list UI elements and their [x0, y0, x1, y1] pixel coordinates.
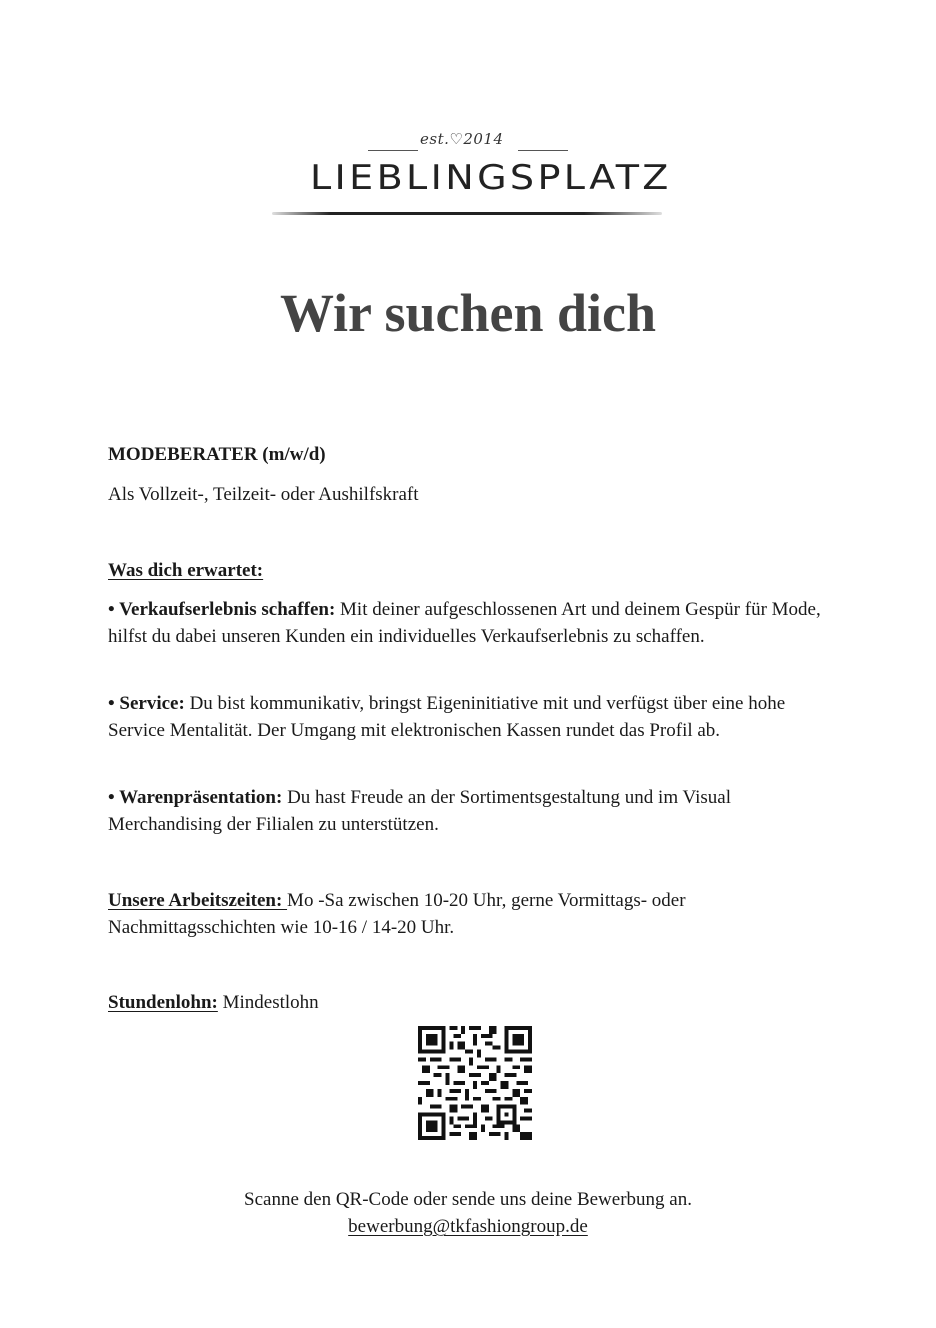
expectations-heading [108, 557, 838, 584]
footer [0, 1186, 936, 1240]
expectation-label: Service: [119, 693, 185, 714]
position-title-text: MODEBERATER (m/w/d) [108, 444, 326, 465]
expectation-text: Du bist kommunikativ, bringst Eigeninitiative mit und verfügst über eine hohe Service Mentalität. Der Umgang mit elektronischen Kassen rundet das Profil ab. [108, 693, 786, 741]
position-subtitle: Als Vollzeit-, Teilzeit- oder Aushilfskraft [108, 484, 419, 505]
bullet: • [108, 599, 120, 620]
hourly-wage [108, 989, 838, 1016]
expectations-heading-text: Was dich erwartet: [108, 560, 264, 581]
logo-underline [272, 212, 662, 215]
expectation-item [108, 784, 838, 838]
working-hours-label: Unsere Arbeitszeiten: [108, 890, 288, 911]
logo-est-text: est.♡2014 [420, 130, 504, 148]
logo-wordmark: LIEBLINGSPLATZ [309, 158, 672, 198]
working-hours-text: Mo -Sa zwischen 10-20 Uhr, gerne Vormittags- oder Nachmittagsschichten wie 10-16 / 14-20 Uhr. [108, 890, 686, 938]
logo-established [368, 126, 568, 156]
logo-line-right [518, 150, 568, 151]
bullet: • [108, 693, 120, 714]
expectation-item [108, 596, 838, 650]
expectation-item [108, 690, 838, 744]
qr-code[interactable] [418, 1026, 532, 1140]
hourly-wage-label: Stundenlohn: [108, 992, 218, 1013]
hourly-wage-text: Mindestlohn [217, 992, 319, 1013]
expectation-text: Mit deiner aufgeschlossenen Art und deinem Gespür für Mode, hilfst du dabei unseren Kunden ein individuelles Verkaufserlebnis zu schaffen. [108, 599, 821, 647]
expectation-text: Du hast Freude an der Sortimentsgestaltung und im Visual Merchandising der Filialen zu unterstützen. [108, 787, 731, 835]
bullet: • [108, 787, 120, 808]
footer-instruction: Scanne den QR-Code oder sende uns deine Bewerbung an. [244, 1189, 692, 1210]
expectation-label: Warenpräsentation: [119, 787, 283, 808]
logo [268, 118, 672, 222]
logo-line-left [368, 150, 418, 151]
position-title [108, 441, 838, 468]
email-link[interactable]: bewerbung@tkfashiongroup.de [348, 1216, 588, 1237]
working-hours [108, 887, 838, 941]
page-headline: Wir suchen dich [279, 283, 657, 343]
expectation-label: Verkaufserlebnis schaffen: [119, 599, 336, 620]
